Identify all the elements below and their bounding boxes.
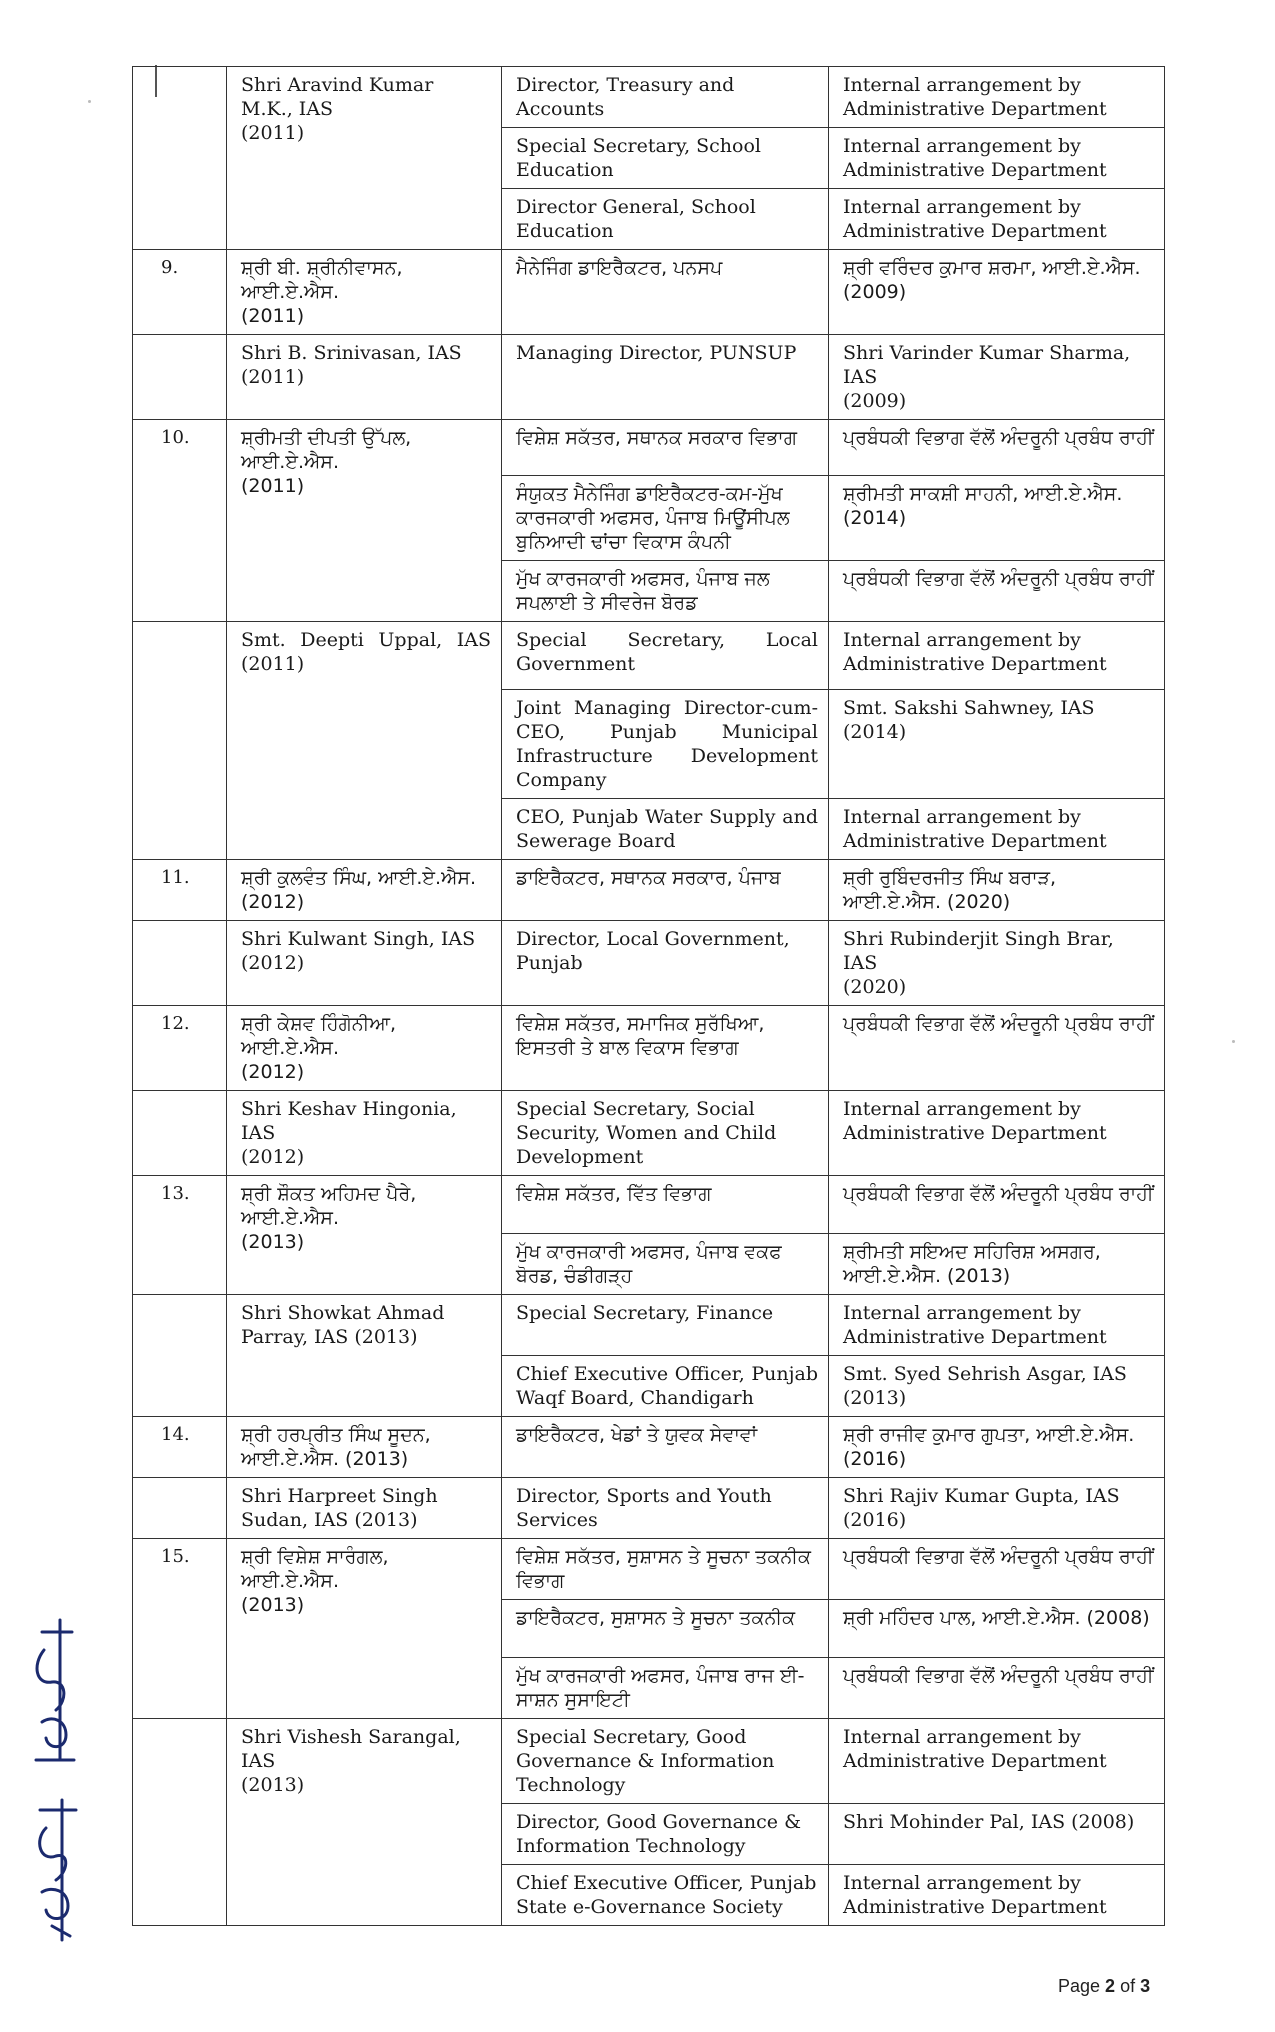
serial-number — [133, 1478, 227, 1539]
post-name: Chief Executive Officer, Punjab Waqf Board, Chandigarh — [502, 1356, 829, 1417]
post-name: ਸੰਯੁਕਤ ਮੈਨੇਜਿੰਗ ਡਾਇਰੈਕਟਰ-ਕਮ-ਮੁੱਖ ਕਾਰਜਕਾਰੀ ਅਫਸਰ, ਪੰਜਾਬ ਮਿਊਂਸੀਪਲ ਬੁਨਿਆਦੀ ਢਾਂਚਾ ਵਿਕਾਸ ਕੰਪਨੀ — [502, 476, 829, 561]
serial-number: 10. — [133, 420, 227, 622]
table-row — [133, 860, 1165, 921]
officer-name: ਸ਼੍ਰੀ ਕੁਲਵੰਤ ਸਿੰਘ, ਆਈ.ਏ.ਐਸ. (2012) — [227, 860, 502, 921]
post-name: ਵਿਸ਼ੇਸ਼ ਸਕੱਤਰ, ਸਥਾਨਕ ਸਰਕਾਰ ਵਿਭਾਗ — [502, 420, 829, 476]
additional-charge-arrangement: ਪ੍ਰਬੰਧਕੀ ਵਿਭਾਗ ਵੱਲੋਂ ਅੰਦਰੂਨੀ ਪ੍ਰਬੰਧ ਰਾਹੀਂ — [829, 1176, 1165, 1234]
officer-name: ਸ਼੍ਰੀ ਵਿਸ਼ੇਸ਼ ਸਾਰੰਗਲ, ਆਈ.ਏ.ਐਸ. (2013) — [227, 1539, 502, 1719]
additional-charge-arrangement: Internal arrangement by Administrative Department — [829, 1865, 1165, 1926]
post-name: ਡਾਇਰੈਕਟਰ, ਸੁਸ਼ਾਸਨ ਤੇ ਸੂਚਨਾ ਤਕਨੀਕ — [502, 1600, 829, 1658]
post-name: ਡਾਇਰੈਕਟਰ, ਸਥਾਨਕ ਸਰਕਾਰ, ਪੰਜਾਬ — [502, 860, 829, 921]
post-name: ਮੁੱਖ ਕਾਰਜਕਾਰੀ ਅਫਸਰ, ਪੰਜਾਬ ਜਲ ਸਪਲਾਈ ਤੇ ਸੀਵਰੇਜ ਬੋਰਡ — [502, 561, 829, 622]
post-name: Director, Sports and Youth Services — [502, 1478, 829, 1539]
post-name: Special Secretary, Local Government — [502, 622, 829, 690]
post-name: ਮੁੱਖ ਕਾਰਜਕਾਰੀ ਅਫਸਰ, ਪੰਜਾਬ ਵਕਫ ਬੋਰਡ, ਚੰਡੀਗੜ੍ਹ — [502, 1234, 829, 1295]
table-row — [133, 1006, 1165, 1091]
post-name: Director, Good Governance & Information Technology — [502, 1804, 829, 1865]
officer-name: ਸ਼੍ਰੀਮਤੀ ਦੀਪਤੀ ਉੱਪਲ, ਆਈ.ਏ.ਐਸ. (2011) — [227, 420, 502, 622]
additional-charge-arrangement: Internal arrangement by Administrative Department — [829, 128, 1165, 189]
post-name: ਮੈਨੇਜਿੰਗ ਡਾਇਰੈਕਟਰ, ਪਨਸਪ — [502, 250, 829, 335]
serial-number — [133, 921, 227, 1006]
additional-charge-arrangement: ਪ੍ਰਬੰਧਕੀ ਵਿਭਾਗ ਵੱਲੋਂ ਅੰਦਰੂਨੀ ਪ੍ਰਬੰਧ ਰਾਹੀਂ — [829, 1539, 1165, 1600]
additional-charge-arrangement: ਸ਼੍ਰੀ ਵਰਿੰਦਰ ਕੁਮਾਰ ਸ਼ਰਮਾ, ਆਈ.ਏ.ਐਸ. (2009) — [829, 250, 1165, 335]
additional-charge-arrangement: Internal arrangement by Administrative Department — [829, 1091, 1165, 1176]
page-number — [1058, 1976, 1150, 1997]
page-prefix: Page — [1058, 1976, 1106, 1996]
additional-charge-arrangement: ਸ਼੍ਰੀਮਤੀ ਸਇਅਦ ਸਹਿਰਿਸ਼ ਅਸਗਰ, ਆਈ.ਏ.ਐਸ. (2013) — [829, 1234, 1165, 1295]
serial-number — [133, 67, 227, 250]
page-total: 3 — [1140, 1976, 1151, 1996]
additional-charge-arrangement: ਪ੍ਰਬੰਧਕੀ ਵਿਭਾਗ ਵੱਲੋਂ ਅੰਦਰੂਨੀ ਪ੍ਰਬੰਧ ਰਾਹੀਂ — [829, 1006, 1165, 1091]
post-name: ਵਿਸ਼ੇਸ਼ ਸਕੱਤਰ, ਸੁਸ਼ਾਸਨ ਤੇ ਸੂਚਨਾ ਤਕਨੀਕ ਵਿਭਾਗ — [502, 1539, 829, 1600]
handwritten-signature — [22, 1610, 82, 1950]
additional-charge-arrangement: Smt. Syed Sehrish Asgar, IAS (2013) — [829, 1356, 1165, 1417]
officer-name: Shri Keshav Hingonia, IAS (2012) — [227, 1091, 502, 1176]
post-name: Special Secretary, School Education — [502, 128, 829, 189]
officer-name: Shri Harpreet Singh Sudan, IAS (2013) — [227, 1478, 502, 1539]
table-row — [133, 1539, 1165, 1600]
officer-name: ਸ਼੍ਰੀ ਕੇਸ਼ਵ ਹਿੰਗੋਨੀਆ, ਆਈ.ਏ.ਐਸ. (2012) — [227, 1006, 502, 1091]
serial-number: 12. — [133, 1006, 227, 1091]
additional-charge-arrangement: Internal arrangement by Administrative Department — [829, 622, 1165, 690]
additional-charge-arrangement: Shri Rubinderjit Singh Brar, IAS (2020) — [829, 921, 1165, 1006]
officer-name: ਸ਼੍ਰੀ ਹਰਪ੍ਰੀਤ ਸਿੰਘ ਸੂਦਨ, ਆਈ.ਏ.ਐਸ. (2013) — [227, 1417, 502, 1478]
post-name: Managing Director, PUNSUP — [502, 335, 829, 420]
table-row — [133, 420, 1165, 476]
table-row — [133, 921, 1165, 1006]
scan-speck — [1232, 1040, 1235, 1043]
serial-number — [133, 1091, 227, 1176]
post-name: Director, Local Government, Punjab — [502, 921, 829, 1006]
post-name: Special Secretary, Finance — [502, 1295, 829, 1356]
officer-name: Shri B. Srinivasan, IAS (2011) — [227, 335, 502, 420]
additional-charge-arrangement: ਸ਼੍ਰੀ ਰੁਬਿੰਦਰਜੀਤ ਸਿੰਘ ਬਰਾੜ, ਆਈ.ਏ.ਐਸ. (2020) — [829, 860, 1165, 921]
serial-number — [133, 1295, 227, 1417]
additional-charge-arrangement: Shri Varinder Kumar Sharma, IAS (2009) — [829, 335, 1165, 420]
serial-number — [133, 1719, 227, 1926]
page-current: 2 — [1105, 1976, 1116, 1996]
officer-name: ਸ਼੍ਰੀ ਸ਼ੌਕਤ ਅਹਿਮਦ ਪੈਰੇ, ਆਈ.ਏ.ਐਸ. (2013) — [227, 1176, 502, 1295]
additional-charge-arrangement: Smt. Sakshi Sahwney, IAS (2014) — [829, 690, 1165, 799]
post-name: Director, Treasury and Accounts — [502, 67, 829, 128]
table-row — [133, 335, 1165, 420]
additional-charge-arrangement: ਪ੍ਰਬੰਧਕੀ ਵਿਭਾਗ ਵੱਲੋਂ ਅੰਦਰੂਨੀ ਪ੍ਰਬੰਧ ਰਾਹੀਂ — [829, 1658, 1165, 1719]
additional-charge-arrangement: Internal arrangement by Administrative Department — [829, 189, 1165, 250]
additional-charge-arrangement: Internal arrangement by Administrative Department — [829, 799, 1165, 860]
page-mid: of — [1115, 1976, 1141, 1996]
serial-number: 11. — [133, 860, 227, 921]
additional-charge-arrangement: ਪ੍ਰਬੰਧਕੀ ਵਿਭਾਗ ਵੱਲੋਂ ਅੰਦਰੂਨੀ ਪ੍ਰਬੰਧ ਰਾਹੀਂ — [829, 420, 1165, 476]
additional-charge-arrangement: Internal arrangement by Administrative Department — [829, 1719, 1165, 1804]
serial-number: 13. — [133, 1176, 227, 1295]
post-name: ਡਾਇਰੈਕਟਰ, ਖੇਡਾਂ ਤੇ ਯੁਵਕ ਸੇਵਾਵਾਂ — [502, 1417, 829, 1478]
officer-name: Shri Showkat Ahmad Parray, IAS (2013) — [227, 1295, 502, 1417]
officer-name: Shri Aravind Kumar M.K., IAS (2011) — [227, 67, 502, 250]
post-name: ਮੁੱਖ ਕਾਰਜਕਾਰੀ ਅਫਸਰ, ਪੰਜਾਬ ਰਾਜ ਈ-ਸਾਸ਼ਨ ਸੁਸਾਇਟੀ — [502, 1658, 829, 1719]
officer-name: Shri Vishesh Sarangal, IAS (2013) — [227, 1719, 502, 1926]
table-row — [133, 622, 1165, 690]
table-row — [133, 1091, 1165, 1176]
officer-name: ਸ਼੍ਰੀ ਬੀ. ਸ਼੍ਰੀਨੀਵਾਸਨ, ਆਈ.ਏ.ਐਸ. (2011) — [227, 250, 502, 335]
serial-number: 9. — [133, 250, 227, 335]
serial-number: 15. — [133, 1539, 227, 1719]
table-row — [133, 1417, 1165, 1478]
table-row — [133, 1719, 1165, 1804]
additional-charge-arrangement: ਸ਼੍ਰੀ ਮਹਿੰਦਰ ਪਾਲ, ਆਈ.ਏ.ਐਸ. (2008) — [829, 1600, 1165, 1658]
transfer-table — [132, 66, 1165, 1926]
additional-charge-arrangement: Internal arrangement by Administrative Department — [829, 67, 1165, 128]
post-name: ਵਿਸ਼ੇਸ਼ ਸਕੱਤਰ, ਵਿੱਤ ਵਿਭਾਗ — [502, 1176, 829, 1234]
additional-charge-arrangement: Internal arrangement by Administrative Department — [829, 1295, 1165, 1356]
officer-name: Smt. Deepti Uppal, IAS (2011) — [227, 622, 502, 860]
post-name: Special Secretary, Good Governance & Information Technology — [502, 1719, 829, 1804]
additional-charge-arrangement: Shri Mohinder Pal, IAS (2008) — [829, 1804, 1165, 1865]
table-row — [133, 1295, 1165, 1356]
table-row — [133, 67, 1165, 128]
officer-name: Shri Kulwant Singh, IAS (2012) — [227, 921, 502, 1006]
post-name: Joint Managing Director-cum-CEO, Punjab Municipal Infrastructure Development Company — [502, 690, 829, 799]
post-name: Chief Executive Officer, Punjab State e-Governance Society — [502, 1865, 829, 1926]
additional-charge-arrangement: ਪ੍ਰਬੰਧਕੀ ਵਿਭਾਗ ਵੱਲੋਂ ਅੰਦਰੂਨੀ ਪ੍ਰਬੰਧ ਰਾਹੀਂ — [829, 561, 1165, 622]
serial-number — [133, 622, 227, 860]
table-row — [133, 1478, 1165, 1539]
additional-charge-arrangement: ਸ਼੍ਰੀ ਰਾਜੀਵ ਕੁਮਾਰ ਗੁਪਤਾ, ਆਈ.ਏ.ਐਸ. (2016) — [829, 1417, 1165, 1478]
serial-number: 14. — [133, 1417, 227, 1478]
post-name: Special Secretary, Social Security, Women and Child Development — [502, 1091, 829, 1176]
scan-speck — [88, 100, 91, 103]
post-name: CEO, Punjab Water Supply and Sewerage Board — [502, 799, 829, 860]
serial-number — [133, 335, 227, 420]
table-row — [133, 250, 1165, 335]
post-name: ਵਿਸ਼ੇਸ਼ ਸਕੱਤਰ, ਸਮਾਜਿਕ ਸੁਰੱਖਿਆ, ਇਸਤਰੀ ਤੇ ਬਾਲ ਵਿਕਾਸ ਵਿਭਾਗ — [502, 1006, 829, 1091]
post-name: Director General, School Education — [502, 189, 829, 250]
additional-charge-arrangement: Shri Rajiv Kumar Gupta, IAS (2016) — [829, 1478, 1165, 1539]
table-row — [133, 1176, 1165, 1234]
additional-charge-arrangement: ਸ਼੍ਰੀਮਤੀ ਸਾਕਸ਼ੀ ਸਾਹਨੀ, ਆਈ.ਏ.ਐਸ. (2014) — [829, 476, 1165, 561]
